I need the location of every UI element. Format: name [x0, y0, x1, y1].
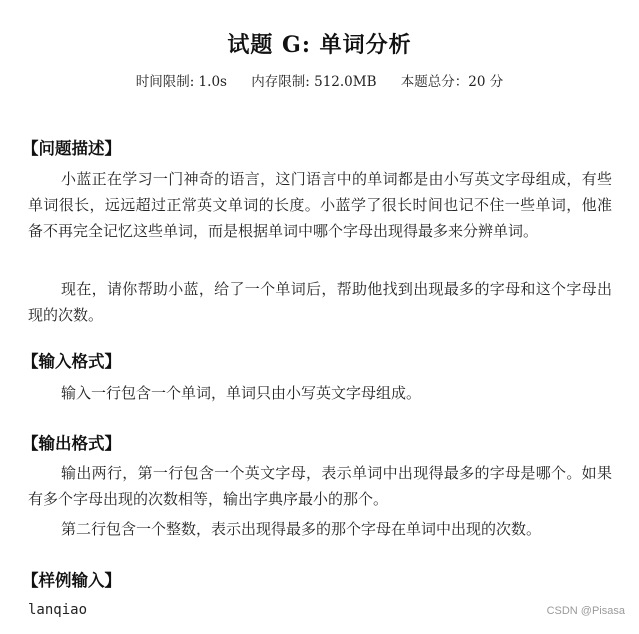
watermark: CSDN @Pisasa	[546, 605, 625, 617]
section-title-output-format: 【输出格式】	[22, 434, 121, 453]
output-format-paragraph-1: 输出两行，第一行包含一个英文字母，表示单词中出现得最多的字母是哪个。如果有多个字母出现的次数相等，输出字典序最小的那个。	[28, 464, 612, 508]
description-paragraph-1: 小蓝正在学习一门神奇的语言，这门语言中的单词都是由小写英文字母组成，有些单词很长，远远超过正常英文单词的长度。小蓝学了很长时间也记不住一些单词，他准备不再完全记忆这些单词，而是根据单词中哪个字母出现得最多来分辨单词。	[28, 170, 612, 240]
sample-input-content: lanqiao	[28, 602, 88, 618]
input-format-paragraph: 输入一行包含一个单词，单词只由小写英文字母组成。	[61, 384, 422, 402]
description-paragraph-2: 现在，请你帮助小蓝，给了一个单词后，帮助他找到出现最多的字母和这个字母出现的次数。	[28, 280, 612, 324]
total-score: 本题总分：20 分	[400, 74, 504, 90]
memory-limit: 内存限制: 512.0MB	[251, 74, 377, 90]
time-limit: 时间限制: 1.0s	[135, 74, 227, 90]
problem-meta	[0, 70, 639, 90]
section-title-sample-input: 【样例输入】	[22, 571, 121, 590]
section-title-description: 【问题描述】	[22, 139, 121, 158]
section-title-input-format: 【输入格式】	[22, 352, 121, 371]
problem-title: 试题 G: 单词分析	[227, 32, 412, 58]
output-format-paragraph-2: 第二行包含一个整数，表示出现得最多的那个字母在单词中出现的次数。	[61, 520, 542, 538]
